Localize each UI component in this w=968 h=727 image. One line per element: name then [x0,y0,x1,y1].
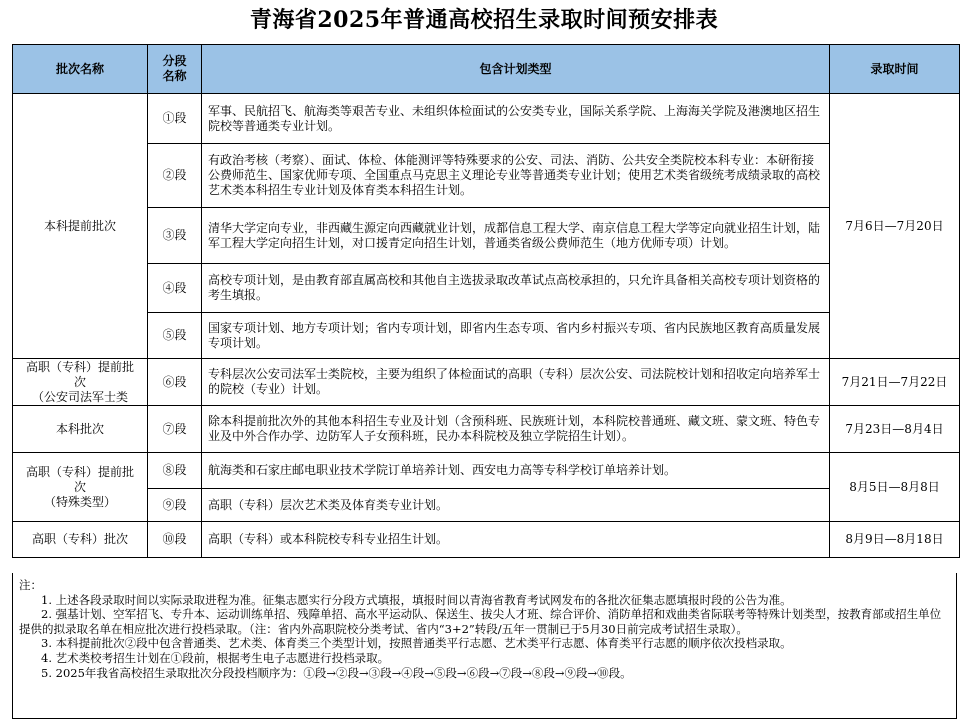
table-row [13,489,960,522]
table-row [13,522,960,558]
plan-cell: 高职（专科）层次艺术类及体育类专业计划。 [202,489,830,522]
header-segment-line2: 名称 [162,69,187,83]
time-cell: 8月5日—8月8日 [830,453,960,522]
plan-cell: 有政治考核（考察）、面试、体检、体能测评等特殊要求的公安、司法、消防、公共安全类院校本科专业：本研衔接公费师范生、国家优师专项、全国重点马克思主义理论专业等普通类专业计划；使用艺术类省级统考成绩录取的高校艺术类本科招生专业计划及体育类本科招生计划。 [202,144,830,208]
segment-cell: ①段 [148,94,202,144]
batch-line: 次 [73,374,86,389]
batch-cell [13,453,148,522]
segment-cell: ③段 [148,208,202,264]
page-title: 青海省2025年普通高校招生录取时间预安排表 [249,7,719,33]
plan-cell: 除本科提前批次外的其他本科招生专业及计划（含预科班、民族班计划，本科院校普通班、藏文班、蒙文班、特色专业及中外合作办学、边防军人子女预科班，民办本科院校及独立学院招生计划）。 [202,406,830,453]
table-row [13,453,960,489]
segment-cell: ⑧段 [148,453,202,489]
batch-line: （特殊类型） [43,494,116,509]
table-row [13,313,960,359]
plan-cell: 清华大学定向专业，非西藏生源定向西藏就业计划，成都信息工程大学、南京信息工程大学等定向就业招生计划，陆军工程大学定向招生计划，对口援青定向招生计划，普通类省级公费师范生（地方优师专项）计划。 [202,208,830,264]
segment-cell: ⑤段 [148,313,202,359]
plan-cell: 军事、民航招飞、航海类等艰苦专业、未组织体检面试的公安类专业，国际关系学院、上海海关学院及港澳地区招生院校等普通类专业计划。 [202,94,830,144]
table-row [13,359,960,406]
table-row [13,264,960,313]
batch-line: 次 [73,479,86,494]
batch-line: 高职（专科）提前批 [25,464,134,479]
header-segment-line1: 分段 [162,54,187,68]
header-segment [148,45,202,94]
header-time: 录取时间 [830,45,960,94]
time-cell: 7月23日—8月4日 [830,406,960,453]
table-row [13,208,960,264]
plan-cell: 高校专项计划，是由教育部直属高校和其他自主选拔录取改革试点高校承担的，只允许具备相关高校专项计划资格的考生填报。 [202,264,830,313]
table-row [13,144,960,208]
notes-section [12,573,957,719]
batch-line: （公安司法军士类 [31,389,128,404]
table-row [13,406,960,453]
admission-schedule-table [12,44,960,558]
time-cell: 7月6日—7月20日 [830,94,960,359]
segment-cell: ⑨段 [148,489,202,522]
plan-cell: 高职（专科）或本科院校专科专业招生计划。 [202,522,830,558]
header-plans: 包含计划类型 [202,45,830,94]
time-cell: 7月21日—7月22日 [830,359,960,406]
note-item: 3. 本科提前批次②段中包含普通类、艺术类、体育类三个类型计划，按照普通类平行志愿、艺术类平行志愿、体育类平行志愿的顺序依次投档录取。 [41,636,792,651]
note-item: 1. 上述各段录取时间以实际录取进程为准。征集志愿实行分段方式填报，填报时间以青海省教育考试网发布的各批次征集志愿填报时段的公告为准。 [41,592,792,607]
time-cell: 8月9日—8月18日 [830,522,960,558]
segment-cell: ⑩段 [148,522,202,558]
header-batch: 批次名称 [13,45,148,94]
note-item: 5. 2025年我省高校招生录取批次分段投档顺序为：①段→②段→③段→④段→⑤段→⑥段→⑦段→⑧段→⑨段→⑩段。 [41,665,632,680]
note-item: 2. 强基计划、空军招飞、专升本、运动训练单招、残障单招、高水平运动队、保送生、拔尖人才班、综合评价、消防单招和戏曲类省际联考等特殊计划类型，按教育部或招生单位提供的拟录取名单在相应批次进行投档录取。（注：省内外高职院校分类考试、省内“3+2”转段/五年一贯制已于5月30日前完成考试招生录取）。 [19,607,942,636]
batch-line: 高职（专科）提前批 [25,359,134,374]
notes-heading: 注： [19,578,42,592]
batch-cell: 本科提前批次 [13,94,148,359]
segment-cell: ⑦段 [148,406,202,453]
plan-cell: 航海类和石家庄邮电职业技术学院订单培养计划、西安电力高等专科学校订单培养计划。 [202,453,830,489]
plan-cell: 国家专项计划、地方专项计划；省内专项计划，即省内生态专项、省内乡村振兴专项、省内民族地区教育高质量发展专项计划。 [202,313,830,359]
note-item: 4. 艺术类校考招生计划在①段前，根据考生电子志愿进行投档录取。 [41,650,390,665]
segment-cell: ④段 [148,264,202,313]
segment-cell: ②段 [148,144,202,208]
header-row [13,45,960,94]
batch-cell [13,359,148,406]
batch-cell: 本科批次 [13,406,148,453]
segment-cell: ⑥段 [148,359,202,406]
batch-cell: 高职（专科）批次 [13,522,148,558]
table-row [13,94,960,144]
plan-cell: 专科层次公安司法军士类院校，主要为组织了体检面试的高职（专科）层次公安、司法院校计划和招收定向培养军士的院校（专业）计划。 [202,359,830,406]
